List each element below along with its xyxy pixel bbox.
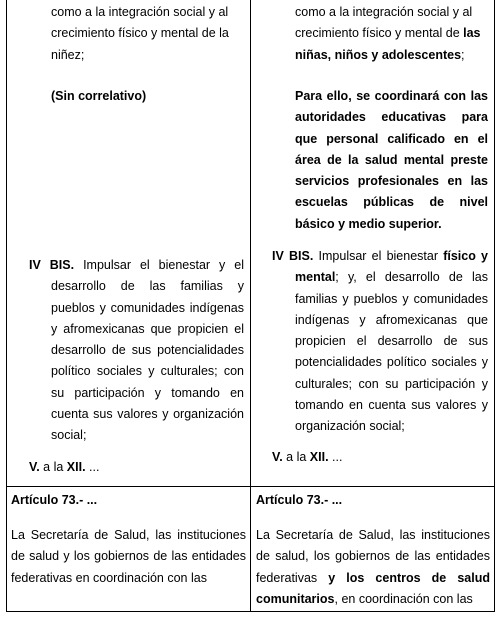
right-cont-line3-end: ; — [461, 47, 465, 62]
left-cont-line2: crecimiento físico y mental de la — [51, 26, 229, 41]
table-right-border — [494, 0, 495, 612]
right-cont-line3 — [295, 45, 488, 66]
left-art-text: La Secretaría de Salud, las instituciones de salud y los gobiernos de las entidades federativas en coordinación con las — [11, 528, 246, 585]
right-cont-line3-bold: niñas, niños y adolescentes — [295, 47, 462, 62]
right-para-ello: Para ello, se coordinará con las autoridades educativas para que personal calificado en el área de la salud mental preste servicios profesionales en las escuelas públicas de nivel básico y medio superior. — [295, 89, 488, 231]
left-iv-bis-text: Impulsar el bienestar y el desarrollo de las familias y pueblos y comunidades indígenas y afromexicanas que propicien el desarrollo de sus potencialidades político sociales y culturales; con su participación y tomando en cuenta sus valores y organización social; — [51, 258, 244, 443]
left-v-xii: XII. — [66, 460, 86, 474]
left-art-heading: Artículo 73.- ... — [11, 493, 98, 507]
right-v-mid: a la — [282, 450, 310, 464]
right-art-text-c: , en coordinación con las — [334, 591, 473, 606]
right-iv-bis-label: IV BIS. — [272, 249, 314, 263]
right-art-text — [256, 525, 490, 610]
left-cont-line3: niñez; — [51, 47, 85, 62]
right-item-v — [272, 447, 488, 468]
right-art-text-b: y los centros de salud comunitarios — [256, 570, 490, 606]
right-cont-line2 — [295, 23, 488, 44]
right-art-heading: Artículo 73.- ... — [256, 493, 343, 507]
left-item-v — [29, 457, 244, 478]
row-divider — [6, 486, 495, 487]
column-divider — [250, 0, 251, 612]
right-v-suffix: ... — [328, 450, 343, 464]
left-iv-bis-label: IV BIS. — [29, 258, 75, 272]
right-cont-line1: como a la integración social y al — [295, 5, 473, 19]
right-art-text-a: La Secretaría de Salud, las instituciones de salud, los gobiernos de las entidades federativas — [256, 528, 490, 585]
right-iv-bis-b: físico y mental — [295, 249, 488, 285]
right-iv-bis-paragraph — [272, 246, 488, 438]
right-iv-bis-c: ; y, el desarrollo de las familias y pueblos y comunidades indígenas y afromexicanas que propicien el desarrollo de sus potencialidades político sociales y culturales; con su participación y tomando en cuenta sus valores y organización social; — [295, 270, 488, 434]
table-bottom-border — [6, 611, 495, 612]
table-left-border — [6, 0, 7, 612]
left-v-suffix: ... — [85, 460, 100, 474]
left-cont-line1: como a la integración social y al — [51, 5, 229, 19]
left-v-mid: a la — [39, 460, 67, 474]
left-iv-bis-paragraph — [29, 255, 244, 447]
left-sin-correlativo: (Sin correlativo) — [51, 89, 147, 103]
right-continuation-text — [295, 2, 488, 66]
right-cont-line2-a: crecimiento físico y mental de — [295, 26, 464, 41]
right-cont-line2-b: las — [463, 26, 481, 41]
right-iv-bis-a: Impulsar el bienestar — [318, 249, 444, 263]
right-v-prefix: V. — [272, 450, 283, 464]
right-v-xii: XII. — [309, 450, 329, 464]
left-v-prefix: V. — [29, 460, 40, 474]
left-continuation-text — [51, 2, 244, 66]
